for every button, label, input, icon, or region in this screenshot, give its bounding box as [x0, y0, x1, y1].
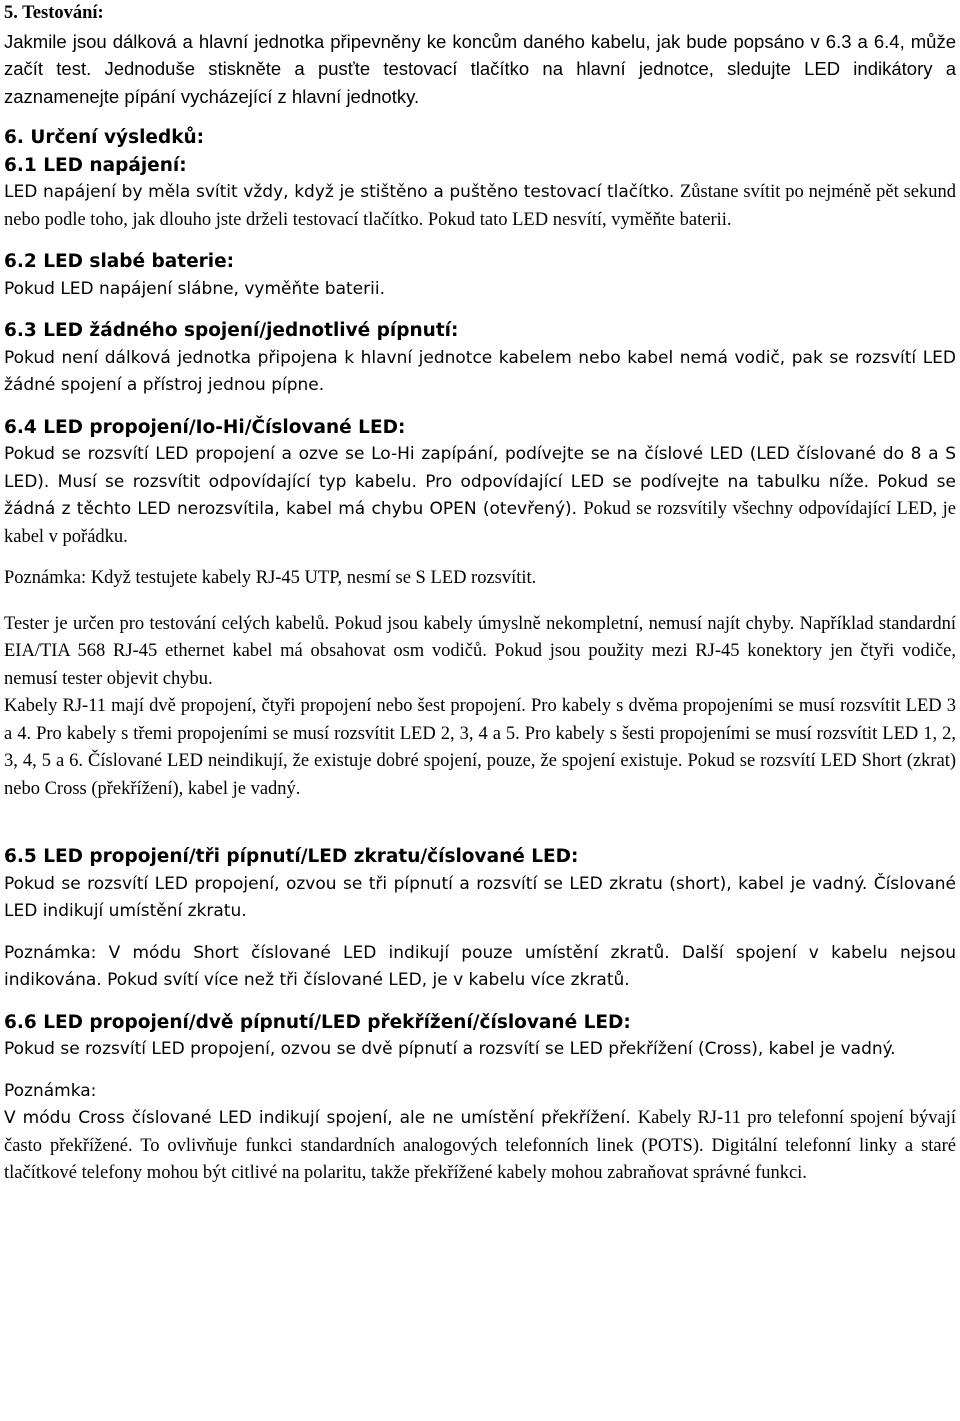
section-6-6-body: Pokud se rozsvítí LED propojení, ozvou se dvě pípnutí a rozsvítí se LED překřížení (Cross), kabel je vadný.: [4, 1039, 896, 1059]
section-6-5-heading: 6.5 LED propojení/tři pípnutí/LED zkratu/číslované LED:: [4, 846, 579, 867]
section-5-body: Jakmile jsou dálková a hlavní jednotka připevněny ke koncům daného kabelu, jak bude popsáno v 6.3 a 6.4, může začít test. Jednoduše stiskněte a pusťte testovací tlačítko na hlavní jednotce, sledujte LED indikátory a zaznamenejte pípání vycházející z hlavní jednotky.: [4, 30, 956, 107]
section-6-2-body: Pokud LED napájení slábne, vyměňte baterii.: [4, 278, 385, 299]
section-6-1-body: [4, 179, 956, 234]
section-6-1-body-a: LED napájení by měla svítit vždy, když je stištěno a puštěno testovací tlačítko.: [4, 182, 675, 202]
section-6-5-body: Pokud se rozsvítí LED propojení, ozvou se tři pípnutí a rozsvítí se LED zkratu (short), kabel je vadný. Číslované LED indikují umístění zkratu.: [4, 873, 956, 921]
section-6-6-note: [4, 1105, 956, 1188]
section-6-4-paragraph-b-text: Kabely RJ-11 mají dvě propojení, čtyři propojení nebo šest propojení. Pro kabely s dvěma propojeními se musí rozsvítit LED 3 a 4. Pro kabely s třemi propojeními se musí rozsvítit LED 2, 3, 4 a 5. Pro kabely s šesti propojeními se musí rozsvítit LED 1, 2, 3, 4, 5 a 6.: [4, 696, 956, 771]
section-6-1-heading: 6.1 LED napájení:: [4, 154, 187, 176]
section-6-4-paragraph-b: [4, 693, 956, 803]
section-6-4-body-b: Pokud se rozsvítily všechny odpovídající LED, je kabel v pořádku.: [4, 499, 956, 547]
section-6-4-body-a: Pokud se rozsvítí LED propojení a ozve se Lo-Hi zapípání, podívejte se na číslové LED (LED číslované do 8 a S LED). Musí se rozsvítit odpovídající typ kabelu. Pro odpovídající LED se podívejte na tabulku níže. Pokud se žádná z těchto LED nerozsvítila, kabel má chybu OPEN (otevřený).: [4, 444, 956, 519]
section-6-4-heading: 6.4 LED propojení/Io-Hi/Číslované LED:: [4, 416, 406, 438]
section-6-6-heading: 6.6 LED propojení/dvě pípnutí/LED překřížení/číslované LED:: [4, 1011, 631, 1033]
section-6-1-body-b: Zůstane svítit po nejméně pět sekund nebo podle toho, jak dlouho jste drželi testovací tlačítko. Pokud tato LED nesvítí, vyměňte baterii.: [4, 182, 957, 230]
section-6-4-paragraph-c-text: Číslované LED neindikují, že existuje dobré spojení, pouze, že spojení existuje. Pokud se rozsvítí LED Short (zkrat) nebo Cross (překřížení), kabel je vadný.: [4, 751, 956, 799]
section-6-4-body: [4, 441, 956, 551]
section-6-6-note-b: Kabely RJ-11 pro telefonní spojení bývají často překřížené. To ovlivňuje funkci standardních analogových telefonních linek (POTS). Digitální telefonní linky a staré tlačítkové telefony mohou být citlivé na polaritu, takže překřížené kabely mohou zabraňovat správné funkci.: [4, 1108, 957, 1183]
section-6-6-note-a: V módu Cross číslované LED indikují spojení, ale ne umístění překřížení.: [4, 1108, 631, 1128]
section-6-heading: 6. Určení výsledků:: [4, 127, 205, 148]
section-6-3-heading: 6.3 LED žádného spojení/jednotlivé pípnutí:: [4, 320, 459, 341]
section-6-5-note: Poznámka: V módu Short číslované LED indikují pouze umístění zkratů. Další spojení v kabelu nejsou indikována. Pokud svítí více než tři číslované LED, je v kabelu více zkratů.: [4, 942, 956, 990]
section-6-3-body: Pokud není dálková jednotka připojena k hlavní jednotce kabelem nebo kabel nemá vodič, pak se rozsvítí LED žádné spojení a přístroj jednou pípne.: [4, 347, 956, 395]
section-6-6-note-label: Poznámka:: [4, 1080, 97, 1101]
section-6-4-paragraph-a: Tester je určen pro testování celých kabelů. Pokud jsou kabely úmyslně nekompletní, nemusí najít chyby. Například standardní EIA/TIA 568 RJ-45 ethernet kabel má obsahovat osm vodičů. Pokud jsou použity mezi RJ-45 konektory jen čtyři vodiče, nemusí tester objevit chybu.: [4, 613, 956, 689]
section-5-heading: 5. Testování:: [4, 3, 104, 23]
section-6-2-heading: 6.2 LED slabé baterie:: [4, 251, 235, 272]
section-6-4-note: Poznámka: Když testujete kabely RJ-45 UTP, nesmí se S LED rozsvítit.: [4, 568, 537, 588]
